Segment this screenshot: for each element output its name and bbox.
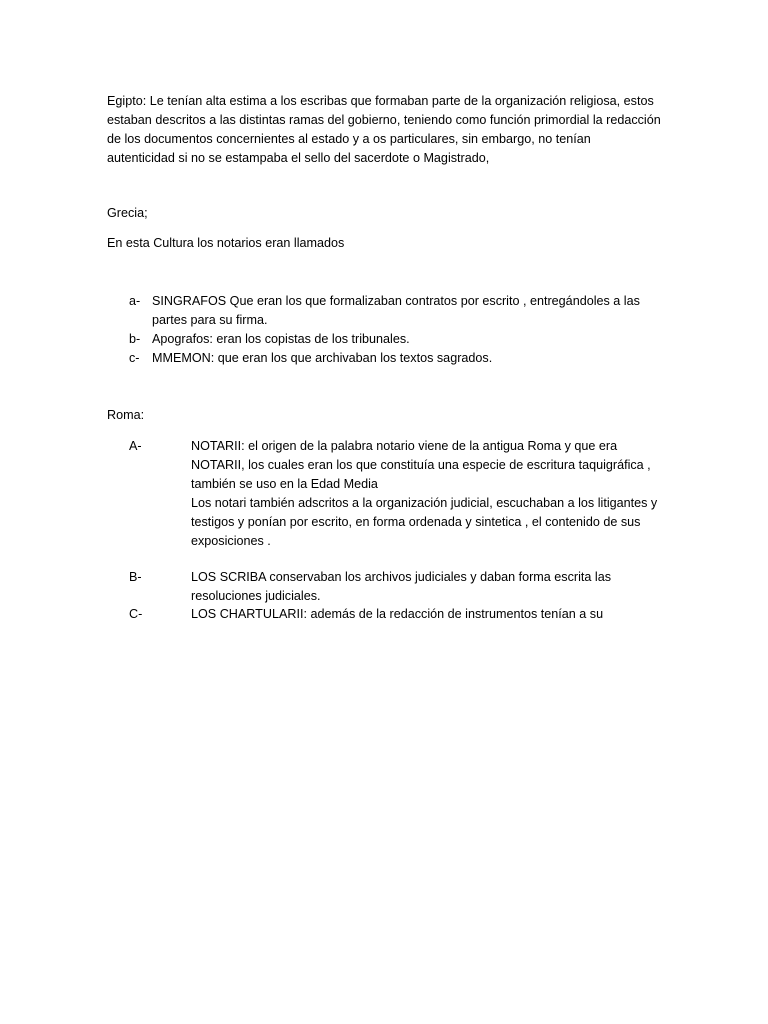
list-marker: b- <box>129 332 141 346</box>
list-item-text: NOTARII: el origen de la palabra notario viene de la antigua Roma y que era NOTARII, los cuales eran los que constituía una especie de escritura taquigráfica , también se uso en la Edad Media <box>191 439 651 491</box>
heading-grecia: Grecia; <box>107 206 148 220</box>
list-item-text: MMEMON: que eran los que archivaban los textos sagrados. <box>152 351 493 365</box>
list-item-body <box>191 605 669 624</box>
list-item <box>129 330 649 349</box>
list-item <box>129 349 649 368</box>
paragraph-egipto: Egipto: Le tenían alta estima a los escribas que formaban parte de la organización religiosa, estos estaban descritos a las distintas ramas del gobierno, teniendo como función primordial la redacción de los documentos concernientes al estado y a os particulares, sin embargo, no tenían autenticidad si no se estampaba el sello del sacerdote o Magistrado, <box>107 94 661 165</box>
list-item-body <box>191 437 669 551</box>
list-item-text: LOS CHARTULARII: además de la redacción de instrumentos tenían a su <box>191 607 604 621</box>
heading-roma: Roma: <box>107 408 145 422</box>
list-marker: B- <box>129 570 142 584</box>
list-item-text: Apografos: eran los copistas de los tribunales. <box>152 332 410 346</box>
paragraph-grecia-intro: En esta Cultura los notarios eran llamados <box>107 236 345 250</box>
list-item <box>129 292 649 330</box>
list-item-body <box>191 568 669 606</box>
list-item-text: Los notari también adscritos a la organización judicial, escuchaban a los litigantes y testigos y ponían por escrito, en forma ordenada y sintetica , el contenido de sus exposiciones . <box>191 496 658 548</box>
list-marker: C- <box>129 607 143 621</box>
list-item-text: SINGRAFOS Que eran los que formalizaban contratos por escrito , entregándoles a las partes para su firma. <box>152 294 640 327</box>
list-item-text: LOS SCRIBA conservaban los archivos judiciales y daban forma escrita las resoluciones judiciales. <box>191 570 611 603</box>
list-marker: A- <box>129 439 142 453</box>
list-grecia-notarios <box>129 292 649 368</box>
list-marker: a- <box>129 294 141 308</box>
list-marker: c- <box>129 351 140 365</box>
